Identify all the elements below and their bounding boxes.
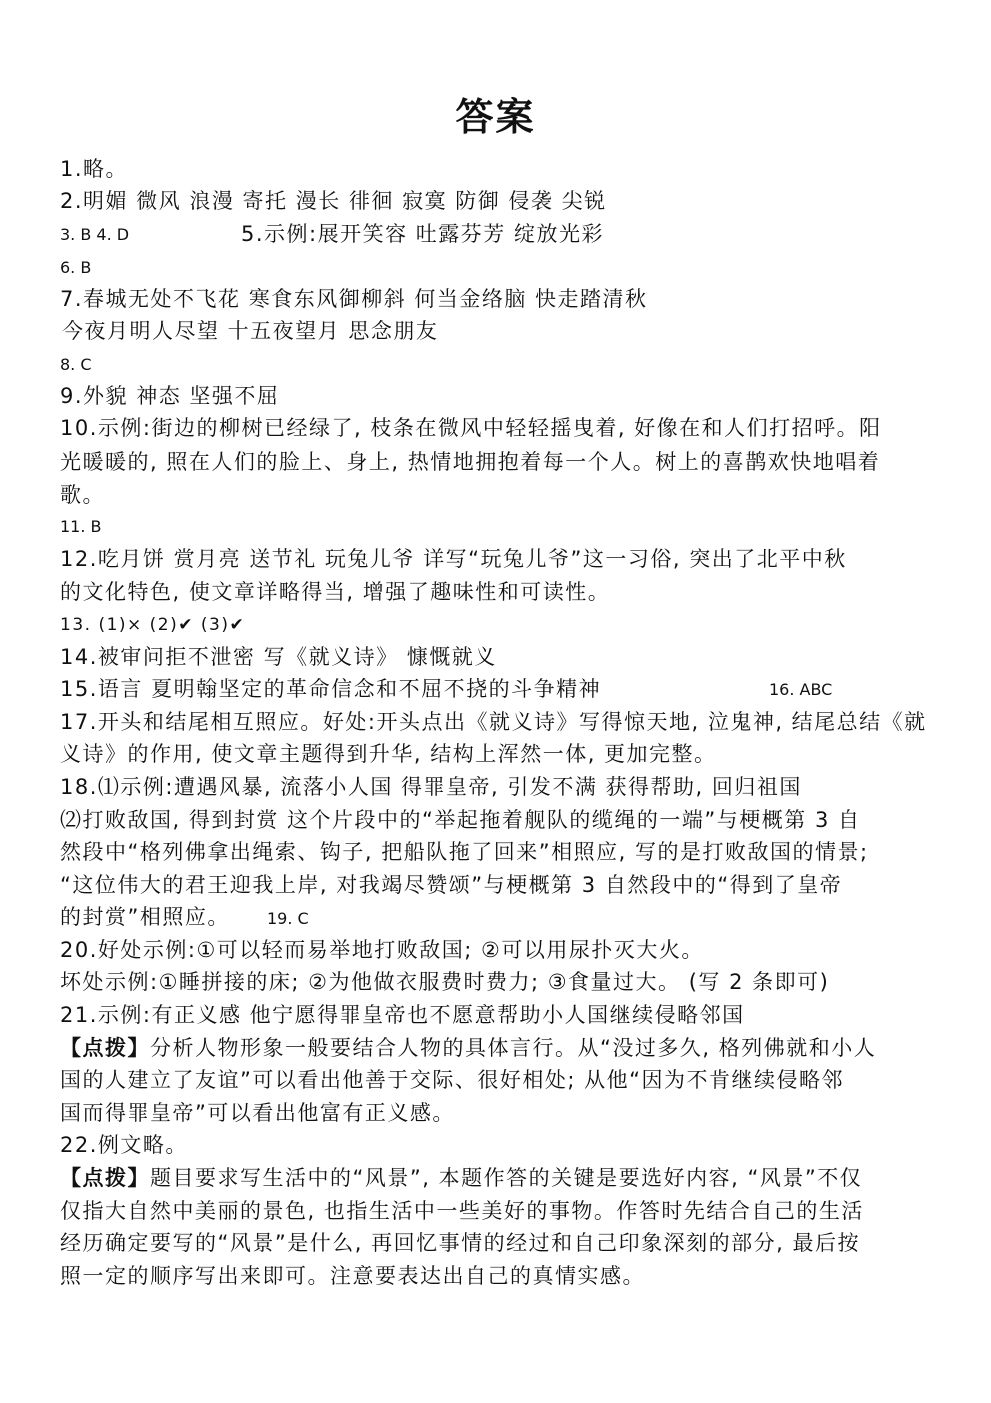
answer-18-2-cont-3: 的封赏”相照应。	[60, 905, 230, 929]
answer-18-1: 18.⑴示例:遭遇风暴, 流落小人国 得罪皇帝, 引发不满 获得帮助, 回归祖国	[60, 775, 802, 799]
answer-18-2-cont-1: 然段中“格列佛拿出绳索、钩子, 把船队拖了回来”相照应, 写的是打败敌国的情景;	[60, 840, 869, 864]
answer-10-cont-2: 歌。	[60, 483, 105, 507]
answer-18-2: ⑵打败敌国, 得到封赏 这个片段中的“举起拖着舰队的缆绳的一端”与梗概第 3 自	[60, 808, 861, 832]
answer-2: 2.明媚 微风 浪漫 寄托 漫长 徘徊 寂寞 防御 侵袭 尖锐	[60, 189, 607, 213]
answer-9: 9.外貌 神态 坚强不屈	[60, 384, 280, 408]
answer-10: 10.示例:街边的柳树已经绿了, 枝条在微风中轻轻摇曳着, 好像在和人们打招呼。阳	[60, 416, 882, 440]
answer-19: 19. C	[267, 909, 309, 928]
hint-text: 题目要求写生活中的“风景”, 本题作答的关键是要选好内容, “风景”不仅	[150, 1166, 863, 1190]
answer-22: 22.例文略。	[60, 1133, 188, 1157]
answer-20-pros: 20.好处示例:①可以轻而易举地打败敌国; ②可以用尿扑灭大火。	[60, 938, 704, 962]
answer-17: 17.开头和结尾相互照应。好处:开头点出《就义诗》写得惊天地, 泣鬼神, 结尾总结《就	[60, 710, 927, 734]
answer-12: 12.吃月饼 赏月亮 送节礼 玩兔儿爷 详写“玩兔儿爷”这一习俗, 突出了北平中秋	[60, 547, 847, 571]
answer-12-cont: 的文化特色, 使文章详略得当, 增强了趣味性和可读性。	[60, 580, 611, 604]
answer-20-cons: 坏处示例:①睡拼接的床; ②为他做衣服费时费力; ③食量过大。 (写 2 条即可)	[60, 970, 830, 994]
answer-22-hint-cont-3: 照一定的顺序写出来即可。注意要表达出自己的真情实感。	[60, 1264, 645, 1288]
hint-tag: 【点拨】	[60, 1166, 150, 1190]
answer-10-cont-1: 光暖暖的, 照在人们的脸上、身上, 热情地拥抱着每一个人。树上的喜鹊欢快地唱着	[60, 450, 881, 474]
answer-6: 6. B	[60, 258, 92, 277]
answer-7-cont: 今夜月明人尽望 十五夜望月 思念朋友	[62, 319, 439, 343]
answer-11: 11. B	[60, 517, 102, 536]
answer-3-4: 3. B 4. D	[60, 225, 130, 244]
answer-13: 13. (1)× (2)✔ (3)✔	[60, 615, 246, 635]
hint-text: 分析人物形象一般要结合人物的具体言行。从“没过多久, 格列佛就和小人	[150, 1036, 877, 1060]
answer-21: 21.示例:有正义感 他宁愿得罪皇帝也不愿意帮助小人国继续侵略邻国	[60, 1003, 745, 1027]
answer-16: 16. ABC	[769, 680, 833, 699]
page-title: 答案	[455, 95, 536, 139]
answer-14: 14.被审问拒不泄密 写《就义诗》 慷慨就义	[60, 645, 497, 669]
answer-5: 5.示例:展开笑容 吐露芬芳 绽放光彩	[241, 222, 604, 246]
answer-21-hint	[60, 1032, 876, 1064]
answer-1: 1.略。	[60, 157, 129, 181]
answer-15: 15.语言 夏明翰坚定的革命信念和不屈不挠的斗争精神	[60, 677, 602, 701]
answer-21-hint-cont-2: 国而得罪皇帝”可以看出他富有正义感。	[60, 1101, 455, 1125]
answer-22-hint-cont-2: 经历确定要写的“风景”是什么, 再回忆事情的经过和自己印象深刻的部分, 最后按	[60, 1231, 860, 1255]
hint-tag: 【点拨】	[60, 1036, 150, 1060]
answer-21-hint-cont-1: 国的人建立了友谊”可以看出他善于交际、很好相处; 从他“因为不肯继续侵略邻	[60, 1068, 845, 1092]
answer-22-hint	[60, 1162, 862, 1194]
answer-22-hint-cont-1: 仅指大自然中美丽的景色, 也指生活中一些美好的事物。作答时先结合自己的生活	[60, 1199, 864, 1223]
answer-7: 7.春城无处不飞花 寒食东风御柳斜 何当金络脑 快走踏清秋	[60, 287, 648, 311]
answer-17-cont: 义诗》的作用, 使文章主题得到升华, 结构上浑然一体, 更加完整。	[60, 742, 717, 766]
answer-8: 8. C	[60, 355, 92, 374]
answer-18-2-cont-2: “这位伟大的君王迎我上岸, 对我竭尽赞颂”与梗概第 3 自然段中的“得到了皇帝	[60, 873, 843, 897]
